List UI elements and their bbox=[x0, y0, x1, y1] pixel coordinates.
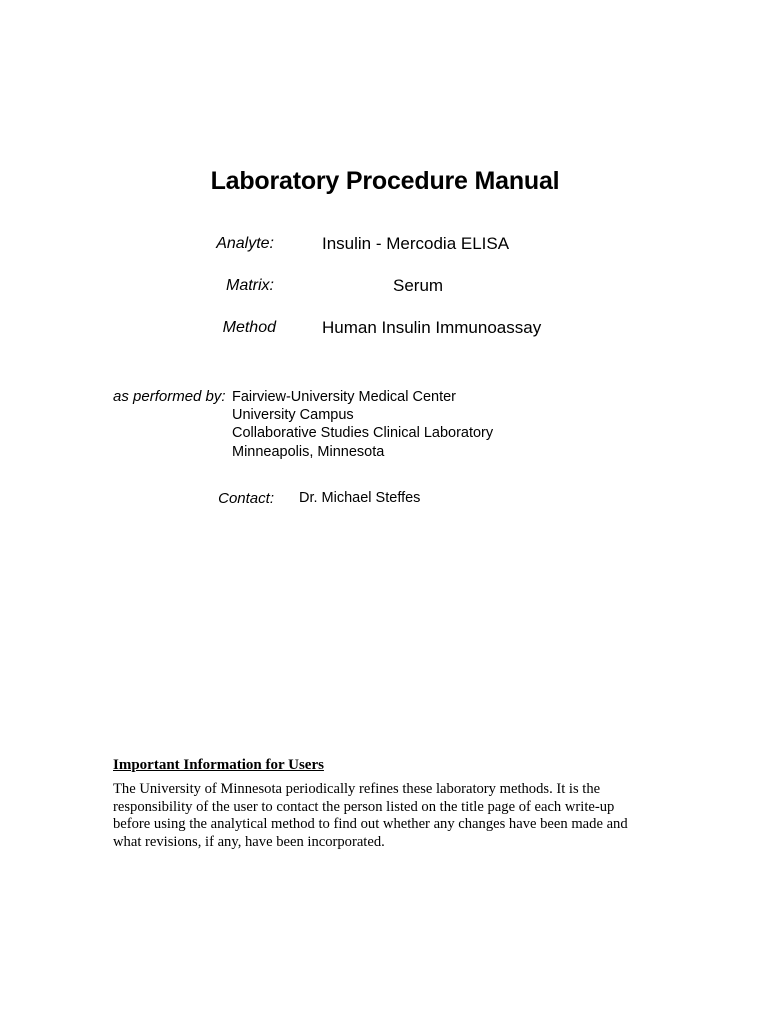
analyte-label: Analyte: bbox=[216, 235, 274, 252]
matrix-value: Serum bbox=[393, 276, 444, 295]
notice-heading: Important Information for Users bbox=[113, 757, 324, 773]
method-label: Method bbox=[222, 319, 276, 336]
notice-body bbox=[113, 781, 653, 851]
document-title: Laboratory Procedure Manual bbox=[210, 167, 560, 195]
matrix-label: Matrix: bbox=[226, 277, 274, 294]
method-value: Human Insulin Immunoassay bbox=[322, 318, 542, 337]
notice-line: The University of Minnesota periodically refines these laboratory methods. It is the bbox=[113, 781, 601, 797]
notice-line: responsibility of the user to contact the person listed on the title page of each write-up bbox=[113, 798, 615, 815]
performed-by-label: as performed by: bbox=[113, 388, 226, 405]
analyte-value: Insulin - Mercodia ELISA bbox=[322, 234, 510, 253]
performed-by-line: Minneapolis, Minnesota bbox=[232, 443, 385, 460]
contact-value: Dr. Michael Steffes bbox=[299, 490, 421, 506]
performed-by-line: Fairview-University Medical Center bbox=[232, 389, 456, 405]
contact-label: Contact: bbox=[218, 490, 274, 507]
notice-line: before using the analytical method to find out whether any changes have been made and bbox=[113, 816, 628, 833]
performed-by-line: Collaborative Studies Clinical Laboratory bbox=[232, 425, 494, 442]
performed-by-line: University Campus bbox=[232, 407, 354, 424]
notice-line: what revisions, if any, have been incorporated. bbox=[113, 833, 385, 850]
performed-by-address bbox=[232, 388, 493, 461]
